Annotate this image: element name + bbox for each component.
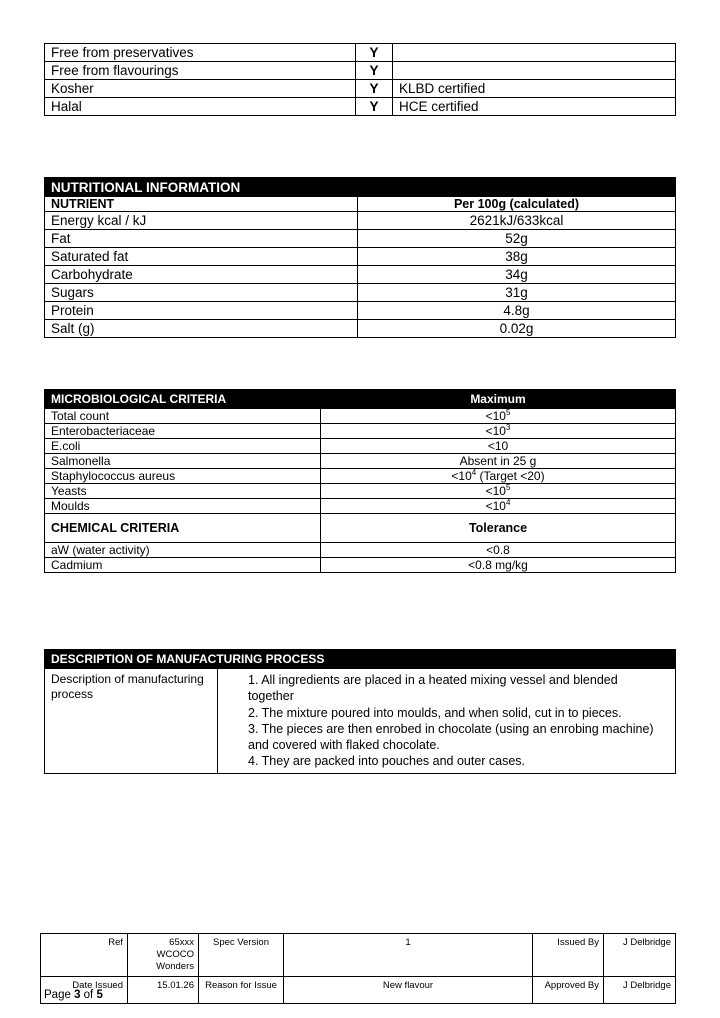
process-table — [44, 649, 676, 774]
table-row — [45, 80, 676, 98]
page-of: of — [80, 989, 97, 1001]
micro-title: MICROBIOLOGICAL CRITERIA — [45, 390, 321, 409]
table-row — [45, 62, 676, 80]
nutrient-label: Protein — [45, 302, 358, 320]
nutrient-column-header: NUTRIENT — [45, 197, 358, 212]
chemical-value: <0.8 mg/kg — [321, 558, 676, 573]
micro-value-base: <10 — [485, 499, 506, 513]
claim-label: Halal — [45, 98, 356, 116]
table-row — [45, 669, 676, 774]
micro-chemical-table — [44, 389, 676, 573]
spec-version-value: 1 — [284, 934, 533, 977]
micro-value-exponent: 3 — [505, 423, 511, 432]
ref-label: Ref — [41, 934, 128, 977]
footer-row — [41, 934, 676, 977]
nutrient-value: 34g — [358, 266, 676, 284]
table-row — [45, 409, 676, 424]
nutrient-label: Fat — [45, 230, 358, 248]
micro-value-base: <10 — [451, 469, 472, 483]
table-row — [45, 44, 676, 62]
micro-value-base: <10 — [487, 439, 509, 453]
page-current: 3 — [74, 989, 81, 1001]
claims-table — [44, 43, 676, 116]
table-row — [45, 320, 676, 338]
micro-value-suffix: (Target <20) — [476, 469, 545, 483]
process-header-row — [45, 650, 676, 669]
table-row — [45, 248, 676, 266]
table-row — [45, 424, 676, 439]
date-issued-value: 15.01.26 — [128, 977, 199, 1004]
micro-label: Yeasts — [45, 484, 321, 499]
table-row — [45, 266, 676, 284]
table-row — [45, 469, 676, 484]
table-row — [45, 284, 676, 302]
nutrient-label: Energy kcal / kJ — [45, 212, 358, 230]
claim-note — [393, 44, 676, 62]
reason-value: New flavour — [284, 977, 533, 1004]
document-footer — [40, 933, 676, 1004]
micro-value-base: <10 — [485, 409, 506, 423]
chemical-title: CHEMICAL CRITERIA — [45, 514, 321, 543]
nutrient-label: Saturated fat — [45, 248, 358, 266]
chemical-value: <0.8 — [321, 543, 676, 558]
micro-label: Moulds — [45, 499, 321, 514]
table-row — [45, 98, 676, 116]
page-prefix: Page — [44, 989, 75, 1001]
approved-by-label: Approved By — [533, 977, 604, 1004]
claim-label: Kosher — [45, 80, 356, 98]
process-title: DESCRIPTION OF MANUFACTURING PROCESS — [45, 650, 676, 669]
table-row — [45, 543, 676, 558]
table-row — [45, 439, 676, 454]
nutrition-title: NUTRITIONAL INFORMATION — [45, 178, 676, 197]
micro-column-header: Maximum — [321, 390, 676, 409]
nutrition-table — [44, 177, 676, 338]
nutrition-header-row — [45, 178, 676, 197]
table-row — [45, 484, 676, 499]
approved-by-value: J Delbridge — [604, 977, 676, 1004]
micro-value-exponent: 4 — [471, 468, 477, 477]
table-row — [45, 499, 676, 514]
chemical-label: aW (water activity) — [45, 543, 321, 558]
value-column-header: Per 100g (calculated) — [358, 197, 676, 212]
claim-flag: Y — [356, 98, 393, 116]
micro-value — [321, 484, 676, 499]
chemical-column-header: Tolerance — [321, 514, 676, 543]
claim-note: KLBD certified — [393, 80, 676, 98]
issued-by-label: Issued By — [533, 934, 604, 977]
micro-value — [321, 454, 676, 469]
micro-value — [321, 439, 676, 454]
table-row — [45, 558, 676, 573]
micro-header-row — [45, 390, 676, 409]
page-total: 5 — [96, 989, 103, 1001]
table-row — [45, 212, 676, 230]
nutrient-label: Sugars — [45, 284, 358, 302]
process-step: 1. All ingredients are placed in a heated mixing vessel and blended together — [248, 673, 618, 704]
date-issued-label: Date Issued — [41, 977, 128, 1004]
chemical-label: Cadmium — [45, 558, 321, 573]
micro-value-base: <10 — [485, 424, 506, 438]
process-step: 4. They are packed into pouches and outer cases. — [248, 754, 526, 769]
micro-label: Salmonella — [45, 454, 321, 469]
nutrient-value: 52g — [358, 230, 676, 248]
micro-value-exponent: 4 — [505, 498, 511, 507]
claim-note — [393, 62, 676, 80]
claim-flag: Y — [356, 62, 393, 80]
ref-value: 65xxx WCOCO Wonders — [128, 934, 199, 977]
process-steps — [218, 669, 676, 774]
process-step: 2. The mixture poured into moulds, and when solid, cut in to pieces. — [248, 705, 622, 720]
micro-value-exponent: 5 — [505, 408, 511, 417]
table-row — [45, 230, 676, 248]
spec-version-label: Spec Version — [199, 934, 284, 977]
micro-label: Enterobacteriaceae — [45, 424, 321, 439]
micro-value — [321, 469, 676, 484]
nutrient-label: Salt (g) — [45, 320, 358, 338]
nutrient-value: 38g — [358, 248, 676, 266]
claim-note: HCE certified — [393, 98, 676, 116]
table-row — [45, 302, 676, 320]
claim-label: Free from preservatives — [45, 44, 356, 62]
nutrition-column-header-row — [45, 197, 676, 212]
micro-label: Staphylococcus aureus — [45, 469, 321, 484]
issued-by-value: J Delbridge — [604, 934, 676, 977]
micro-value — [321, 424, 676, 439]
micro-value-exponent: 5 — [505, 483, 511, 492]
micro-value — [321, 499, 676, 514]
nutrient-value: 31g — [358, 284, 676, 302]
claim-flag: Y — [356, 44, 393, 62]
process-label: Description of manufacturing process — [45, 669, 218, 774]
nutrient-value: 2621kJ/633kcal — [358, 212, 676, 230]
nutrient-label: Carbohydrate — [45, 266, 358, 284]
micro-label: Total count — [45, 409, 321, 424]
page-number — [44, 989, 103, 1001]
claim-flag: Y — [356, 80, 393, 98]
micro-label: E.coli — [45, 439, 321, 454]
micro-value — [321, 409, 676, 424]
chemical-header-row — [45, 514, 676, 543]
claim-label: Free from flavourings — [45, 62, 356, 80]
micro-value-base: <10 — [485, 484, 506, 498]
micro-value-base: Absent in 25 g — [459, 454, 537, 468]
nutrient-value: 4.8g — [358, 302, 676, 320]
process-step: 3. The pieces are then enrobed in chocolate (using an enrobing machine) and covered with flaked chocolate. — [248, 721, 654, 753]
table-row — [45, 454, 676, 469]
nutrient-value: 0.02g — [358, 320, 676, 338]
reason-label: Reason for Issue — [199, 977, 284, 1004]
footer-row — [41, 977, 676, 1004]
